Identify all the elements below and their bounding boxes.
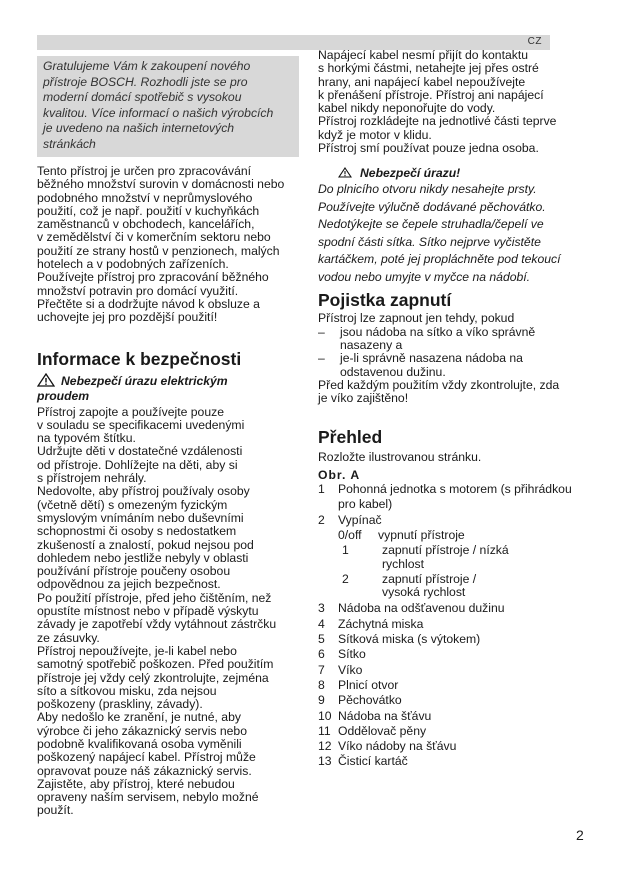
text-line: Přístroj smí používat pouze jedna osoba. xyxy=(318,141,539,156)
text-line: síto a sítkovou misku, zda nejsou xyxy=(37,683,217,698)
text-line: Přístroj rozkládejte na jednotlivé části teprve xyxy=(318,114,557,129)
text-line: poškozený napájecí kabel. Přístroj může xyxy=(37,750,256,765)
text-line: Nedovolte, aby přístroj používaly osoby xyxy=(37,484,250,499)
list-item: 10 Nádoba na šťávu xyxy=(318,708,432,723)
list-item: 3 Nádoba na odšťavenou dužinu xyxy=(318,601,505,616)
fuse-paragraph xyxy=(318,379,580,406)
text-line: (včetně dětí) s omezeným fyzickým xyxy=(37,497,228,512)
text-line: používání přístroje poučeny osobou xyxy=(37,564,231,579)
safety-title: Informace k bezpečnosti xyxy=(37,348,242,369)
text-line: Nedotýkejte se čepele struhadla/čepelí ve xyxy=(318,217,544,232)
language-code: CZ xyxy=(527,36,542,47)
cable-paragraph xyxy=(318,49,580,155)
text-line: Přečtěte si a dodržujte návod k obsluze a xyxy=(37,296,260,311)
right-column xyxy=(318,49,580,770)
text-line: výrobce či jeho zákaznický servis nebo xyxy=(37,723,247,738)
text-line: hrany, ani napájecí kabel nepoužívejte xyxy=(318,74,526,89)
page-number: 2 xyxy=(576,827,584,843)
list-item: 12 Víko nádoby na šťávu xyxy=(318,739,457,754)
electric-warning-heading xyxy=(37,373,299,389)
text-line: Používejte přístroj pro zpracování běžného xyxy=(37,270,269,285)
list-item: 7 Víko xyxy=(318,662,363,677)
intro-line: kvalitou. Více informací o našich výrobcích xyxy=(43,105,274,120)
text-line: hotelech a v podobných zařízeních. xyxy=(37,257,229,272)
intro-line: stránkách xyxy=(43,136,96,151)
intro-paragraph xyxy=(37,165,299,325)
text-line: nasazeny a xyxy=(340,337,403,352)
text-line: v souladu se specifikacemi uvedenými xyxy=(37,417,245,432)
text-line: běžného množství surovin v domácnosti nebo xyxy=(37,177,285,192)
text-line: samotný spotřebič poškozen. Před použitím xyxy=(37,657,274,672)
text-line: přístroje jej vždy celý zkontrolujte, zejména xyxy=(37,670,269,685)
text-line: od přístroje. Dohlížejte na děti, aby si xyxy=(37,457,238,472)
text-line: Přístroj nepoužívejte, je-li kabel nebo xyxy=(37,643,237,658)
intro-line: Gratulujeme Vám k zakoupení nového xyxy=(43,59,251,73)
text-line: opustíte místnost nebo v případě výskytu xyxy=(37,604,259,619)
text-line: použít. xyxy=(37,803,74,818)
fuse-list-item: – je-li správně nasazena nádoba na odstavenou dužinu. xyxy=(318,351,523,379)
warning-heading-line: proudem xyxy=(37,388,90,403)
text-line: schopnostmi či osoby s nedostatkem xyxy=(37,524,237,539)
text-line: použití, což je např. použití v kuchyňkách xyxy=(37,203,260,218)
list-item: 1 Pohonná jednotka s motorem (s přihrádkou pro kabel) xyxy=(318,482,572,512)
text-line: Tento přístroj je určen pro zpracovávání xyxy=(37,164,252,178)
warning-icon xyxy=(37,373,55,387)
text-line: odstavenou dužinu. xyxy=(340,364,446,379)
switch-item: 1 zapnutí přístroje / nízká rychlost xyxy=(342,543,509,571)
intro-line: moderní domácí spotřebič s vysokou xyxy=(43,90,242,104)
text-line: Udržujte děti v dostatečné vzdálenosti xyxy=(37,444,243,459)
list-item: 13 Čisticí kartáč xyxy=(318,754,408,769)
switch-item: 0/off vypnutí přístroje xyxy=(338,527,465,542)
text-line: Do plnicího otvoru nikdy nesahejte prsty. xyxy=(318,182,537,197)
figure-label: Obr. A xyxy=(318,467,361,482)
fuse-title: Pojistka zapnutí xyxy=(318,290,452,311)
injury-heading: Nebezpečí úrazu! xyxy=(360,166,461,181)
text-line: opravovat pouze náš zákaznický servis. xyxy=(37,763,252,778)
text-line: v zemědělství či v komerčním sektoru nebo xyxy=(37,230,271,245)
list-item: 4 Záchytná miska xyxy=(318,616,424,631)
text-line: Před každým použitím vždy zkontrolujte, zda xyxy=(318,377,560,392)
text-line: Aby nedošlo ke zranění, je nutné, aby xyxy=(37,710,241,725)
text-line: s horkými částmi, netahejte jej přes ostré xyxy=(318,61,539,76)
overview-intro: Rozložte ilustrovanou stránku. xyxy=(318,450,482,465)
list-item: 8 Plnicí otvor xyxy=(318,677,399,692)
intro-line: je uvedeno na našich internetových xyxy=(43,121,235,135)
text-line: odpovědnou za jejich bezpečnost. xyxy=(37,577,221,592)
intro-box xyxy=(37,56,299,157)
text-line: když je motor v klidu. xyxy=(318,127,432,142)
list-item: 2 Vypínač xyxy=(318,512,382,527)
text-line: dohledem nebo jestliže nebyly v oblasti xyxy=(37,550,249,565)
text-line: poškozeny (praskliny, závady). xyxy=(37,697,203,712)
text-line: množství potravin pro domácí využití. xyxy=(37,283,239,298)
text-line: Používejte výlučně dodávané pěchovátko. xyxy=(318,199,546,214)
text-line: k přenášení přístroje. Přístroj ani napájecí xyxy=(318,87,544,102)
parts-list xyxy=(318,482,580,770)
text-line: spodní části sítka. Sítko nejprve vyčistěte xyxy=(318,234,541,249)
list-item: 9 Pěchovátko xyxy=(318,693,402,708)
fuse-intro: Přístroj lze zapnout jen tehdy, pokud xyxy=(318,311,515,326)
text-line: uchovejte jej pro pozdější použití! xyxy=(37,310,218,325)
text-line: s přístrojem nehrály. xyxy=(37,471,147,486)
text-line: smyslovým vnímáním nebo duševními xyxy=(37,510,244,525)
fuse-list-item: – jsou nádoba na sítko a víko správně nasazeny a xyxy=(318,324,536,352)
text-line: kabel nikdy neponořujte do vody. xyxy=(318,101,496,116)
text-line: použití ze strany hostů v penzionech, malých xyxy=(37,243,280,258)
text-line: Přístroj zapojte a používejte pouze xyxy=(37,404,224,419)
text-line: podobně kvalifikovaná osoba vyměnili xyxy=(37,736,242,751)
text-line: Napájecí kabel nesmí přijít do kontaktu xyxy=(318,48,529,62)
warning-heading-line: Nebezpečí úrazu elektrickým xyxy=(61,373,228,388)
list-item: 6 Sítko xyxy=(318,647,366,662)
text-line: opraveny naším servisem, nebylo možné xyxy=(37,790,259,805)
injury-paragraph xyxy=(318,181,580,286)
text-line: Po použití přístroje, před jeho čištěním, než xyxy=(37,590,272,605)
text-line: kartáčkem, poté jej propláchněte pod tekoucí xyxy=(318,252,561,267)
text-line: na typovém štítku. xyxy=(37,431,136,446)
switch-item: 2 zapnutí přístroje / vysoká rychlost xyxy=(342,571,477,600)
text-line: vodou nebo umyjte v myčce na nádobí. xyxy=(318,269,531,284)
injury-warning-heading xyxy=(318,166,580,181)
safety-paragraph xyxy=(37,406,299,818)
list-item: 11 Oddělovač pěny xyxy=(318,723,427,738)
text-line: závady je zapotřebí vždy vytáhnout zástrčku xyxy=(37,617,277,632)
intro-line: přístroje BOSCH. Rozhodli jste se pro xyxy=(43,74,248,89)
text-line: zkušeností a znalostí, pokud nejsou pod xyxy=(37,537,254,552)
text-line: je-li správně nasazena nádoba na xyxy=(340,351,523,366)
list-item: 5 Sítková miska (s výtokem) xyxy=(318,632,481,647)
left-column xyxy=(37,56,299,818)
text-line: Zajistěte, aby přístroj, které nebudou xyxy=(37,776,235,791)
text-line: jsou nádoba na sítko a víko správně xyxy=(340,324,536,339)
overview-title: Přehled xyxy=(318,427,383,448)
warning-icon xyxy=(338,167,352,178)
text-line: podobného množství v neprůmyslového xyxy=(37,190,253,205)
text-line: je víko zajištěno! xyxy=(318,391,409,406)
text-line: zaměstnanců v obchodech, kancelářích, xyxy=(37,217,255,232)
text-line: ze zásuvky. xyxy=(37,630,100,645)
